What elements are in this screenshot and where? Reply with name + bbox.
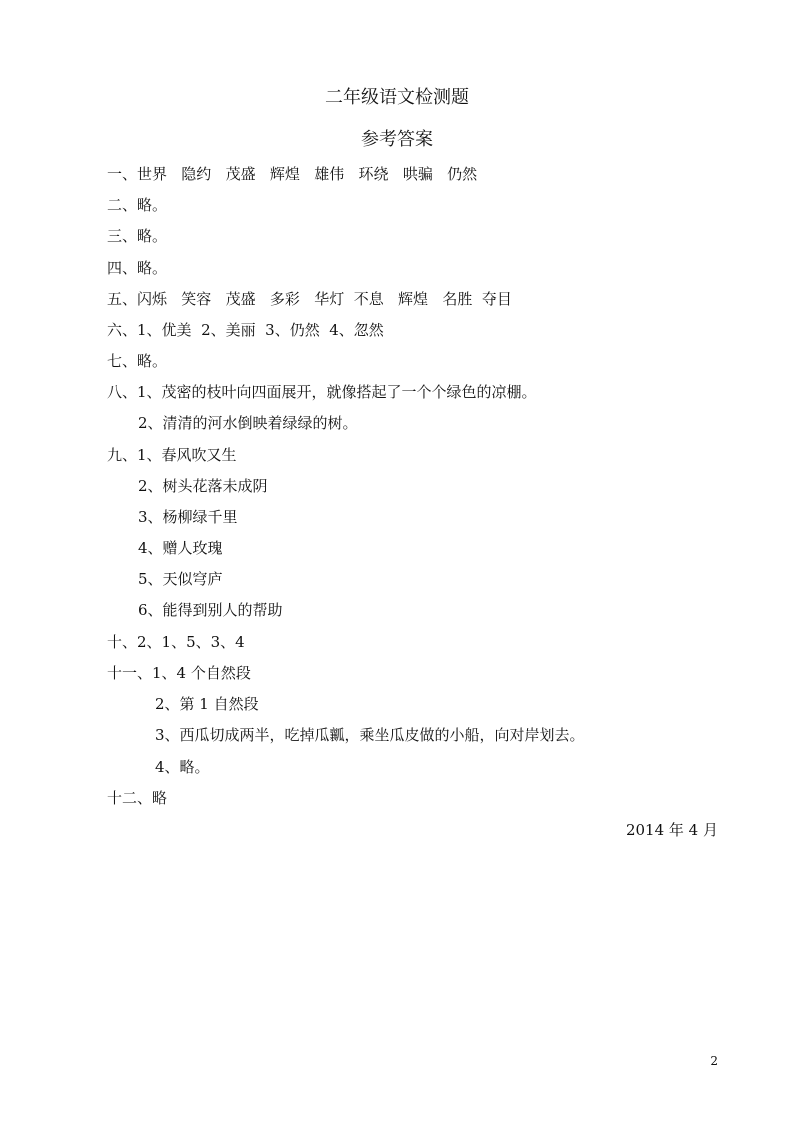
answer-line-17: 十一、1、4 个自然段 — [107, 664, 251, 682]
answer-line-12: 3、杨柳绿千里 — [138, 508, 238, 526]
answer-line-6: 六、1、优美 2、美丽 3、仍然 4、忽然 — [107, 321, 384, 339]
answer-line-9: 2、清清的河水倒映着绿绿的树。 — [138, 414, 358, 432]
answer-line-1: 一、世界 隐约 茂盛 辉煌 雄伟 环绕 哄骗 仍然 — [107, 165, 478, 183]
answer-line-5: 五、闪烁 笑容 茂盛 多彩 华灯 不息 辉煌 名胜 夺目 — [107, 290, 512, 308]
document-title: 二年级语文检测题 — [325, 87, 469, 108]
answer-line-20: 4、略。 — [155, 758, 210, 776]
answer-line-11: 2、树头花落未成阴 — [138, 477, 268, 495]
answer-key-subtitle: 参考答案 — [361, 129, 433, 150]
answer-line-10: 九、1、春风吹又生 — [107, 446, 237, 464]
answer-line-8: 八、1、茂密的枝叶向四面展开，就像搭起了一个个绿色的凉棚。 — [107, 383, 537, 401]
answer-line-7: 七、略。 — [107, 352, 168, 370]
answer-line-13: 4、赠人玫瑰 — [138, 539, 223, 557]
answer-line-19: 3、西瓜切成两半，吃掉瓜瓤，乘坐瓜皮做的小船，向对岸划去。 — [155, 726, 585, 744]
answer-line-16: 十、2、1、5、3、4 — [107, 633, 245, 651]
page-number: 2 — [710, 1054, 718, 1068]
answer-line-18: 2、第 1 自然段 — [155, 695, 259, 713]
answer-line-3: 三、略。 — [107, 227, 168, 245]
answer-line-15: 6、能得到别人的帮助 — [138, 601, 283, 619]
answer-line-21: 十二、略 — [107, 789, 168, 807]
answer-line-14: 5、天似穹庐 — [138, 570, 223, 588]
document-date: 2014 年 4 月 — [625, 821, 718, 839]
answer-line-4: 四、略。 — [107, 259, 168, 277]
answer-line-2: 二、略。 — [107, 196, 168, 214]
